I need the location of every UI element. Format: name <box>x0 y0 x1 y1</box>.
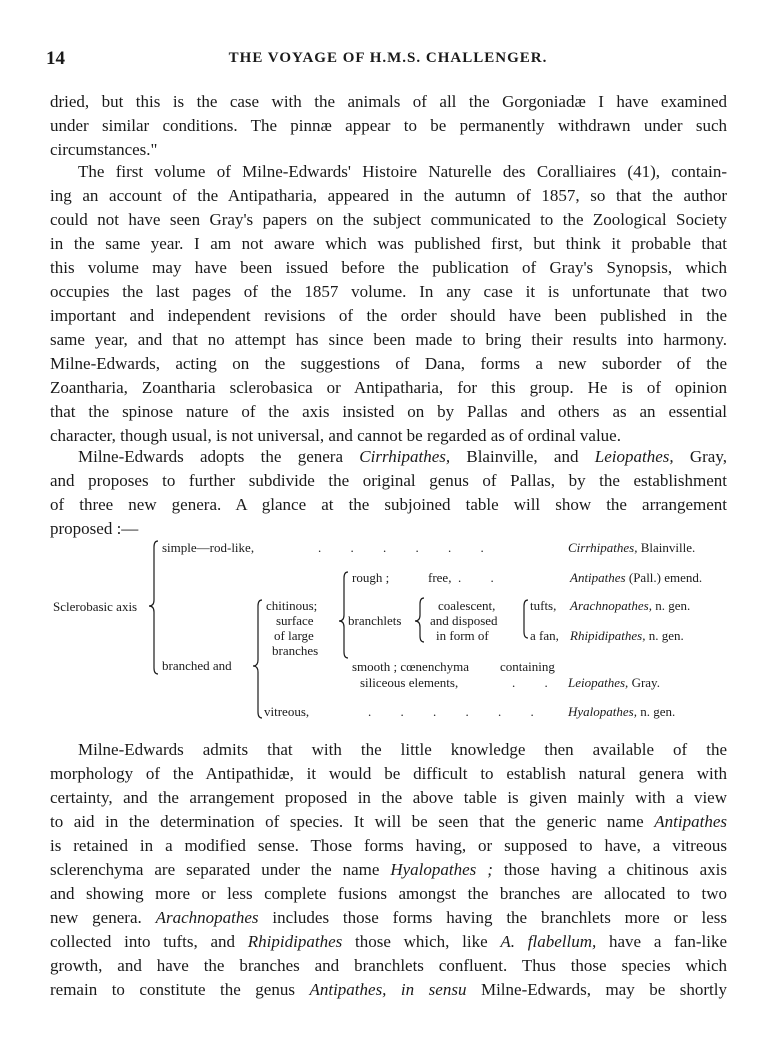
text-line: to aid in the determination of species. It will be seen that the generic name Antipathes <box>50 812 727 831</box>
table-branchlets: branchlets <box>348 613 402 628</box>
leader-dots: . . <box>458 570 494 585</box>
table-branched: branched and <box>162 658 232 673</box>
table-smooth: smooth ; cœnenchyma <box>352 659 469 674</box>
text-line: Milne-Edwards, acting on the suggestions of Dana, forms a new suborder of the <box>50 354 727 373</box>
text-line: sclerenchyma are separated under the name Hyalopathes ; those having a chitinous axis <box>50 860 727 879</box>
text-line: dried, but this is the case with the animals of all the Gorgoniadæ I have examined <box>50 92 727 111</box>
text-line: under similar conditions. The pinnæ appear to be permanently withdrawn under such <box>50 116 727 135</box>
text-line: of three new genera. A glance at the subjoined table will show the arrangement <box>50 495 727 514</box>
table-chitinous: surface <box>276 613 314 628</box>
table-coalescent: coalescent, <box>438 598 496 613</box>
text-line: Milne-Edwards admits that with the little knowledge then available of the <box>78 740 727 759</box>
table-chitinous: branches <box>272 643 319 658</box>
table-free: free, <box>428 570 452 585</box>
genus-antipathes: Antipathes (Pall.) emend. <box>570 570 703 585</box>
table-fan: a fan, <box>530 628 559 643</box>
table-smooth: containing <box>500 659 555 674</box>
text-line: proposed :— <box>50 519 139 538</box>
text-line: could not have seen Gray's papers on the subject communicated to the Zoological Society <box>50 210 727 229</box>
genus-cirrhipathes: Cirrhipathes, Blainville. <box>568 540 696 555</box>
table-rough: rough ; <box>352 570 390 585</box>
table-vitreous: vitreous, <box>264 704 310 719</box>
table-coalescent: and disposed <box>430 613 498 628</box>
text-line: ing an account of the Antipatharia, appeared in the autumn of 1857, so that the author <box>50 186 727 205</box>
text-line: Milne-Edwards adopts the genera Cirrhipathes, Blainville, and Leiopathes, Gray, <box>78 447 728 466</box>
genus-rhipidipathes: Rhipidipathes, n. gen. <box>570 628 684 643</box>
table-chitinous: of large <box>274 628 314 643</box>
text-line: that the spinose nature of the axis insisted on by Pallas and others as an essential <box>50 402 727 421</box>
text-line: important and independent revisions of the order should have been published in the <box>50 306 727 325</box>
leader-dots: . . . . . . <box>318 540 484 555</box>
running-title: THE VOYAGE OF H.M.S. CHALLENGER. <box>228 50 548 66</box>
text-line: morphology of the Antipathidæ, it would be difficult to establish natural genera with <box>50 764 727 783</box>
table-smooth: siliceous elements, <box>360 675 459 690</box>
text-line: character, though usual, is not universal, and cannot be regarded as of ordinal value. <box>50 426 621 445</box>
leader-dots: . . . . . . <box>368 704 534 719</box>
paragraph-4 <box>50 738 727 1002</box>
text-line: in the same year. I am not aware which was published first, but think it probable that <box>50 234 727 253</box>
text-line: occupies the last pages of the 1857 volume. In any case it is unfortunate that two <box>50 282 727 301</box>
genus-hyalopathes: Hyalopathes, n. gen. <box>568 704 676 719</box>
table-coalescent: in form of <box>436 628 489 643</box>
text-line: new genera. Arachnopathes includes those forms having the branchlets more or less <box>50 908 728 927</box>
table-simple: simple—rod-like, <box>162 540 255 555</box>
table-root-label: Sclerobasic axis <box>53 599 138 614</box>
leader-dots: . . <box>512 675 548 690</box>
text-line: is retained in a modified sense. Those forms having, or supposed to have, a vitreous <box>50 836 727 855</box>
text-line: remain to constitute the genus Antipathes, in sensu Milne-Edwards, may be shortly <box>50 980 728 999</box>
text-line: same year, and that no attempt has since been made to bring their results into harmony. <box>50 330 727 349</box>
text-line: certainty, and the arrangement proposed in the above table is given mainly with a view <box>50 788 727 807</box>
text-line: growth, and have the branches and branchlets confluent. Thus those species which <box>50 956 727 975</box>
table-chitinous: chitinous; <box>266 598 318 613</box>
text-line: and proposes to further subdivide the original genus of Pallas, by the establishment <box>50 471 727 490</box>
text-line: Zoantharia, Zoantharia sclerobasica or Antipatharia, for this group. He is of opinion <box>50 378 727 397</box>
text-line: and showing more or less complete fusions amongst the branches are allocated to two <box>50 884 727 903</box>
text-line: this volume may have been issued before the publication of Gray's Synopsis, which <box>50 258 727 277</box>
text-line: collected into tufts, and Rhipidipathes those which, like A. flabellum, have a fan-like <box>50 932 727 951</box>
table-tufts: tufts, <box>530 598 557 613</box>
genus-leiopathes: Leiopathes, Gray. <box>568 675 660 690</box>
page-number: 14 <box>46 48 65 69</box>
text-line: circumstances." <box>50 140 158 159</box>
genus-arachnopathes: Arachnopathes, n. gen. <box>570 598 691 613</box>
text-line: The first volume of Milne-Edwards' Histoire Naturelle des Coralliaires (41), contain- <box>78 162 727 181</box>
